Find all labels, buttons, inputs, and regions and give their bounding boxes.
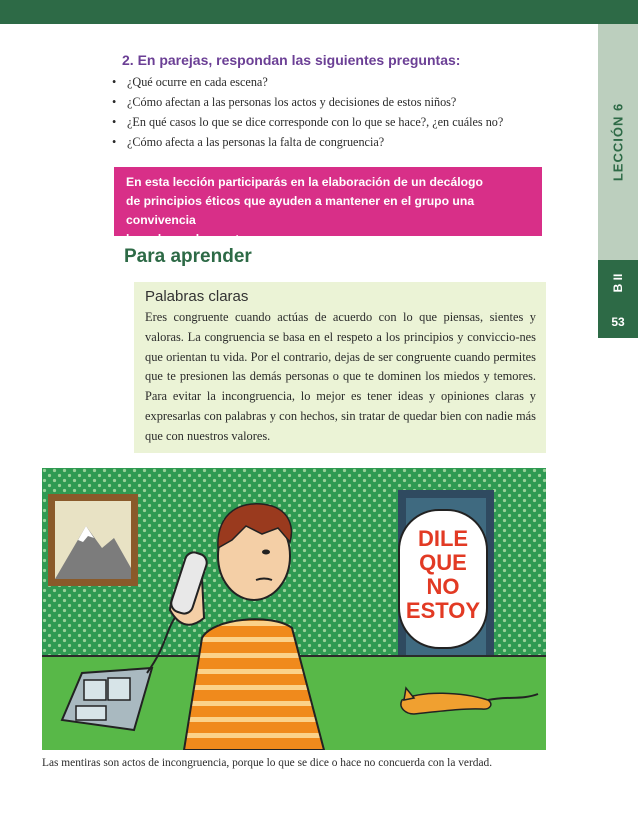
- bullet-glyph: •: [112, 115, 117, 129]
- question-text: ¿Cómo afecta a las personas la falta de congruencia?: [127, 135, 385, 149]
- questions-list: [112, 72, 582, 152]
- concept-title: Palabras claras: [145, 288, 249, 305]
- sign-line: ESTOY: [405, 598, 481, 623]
- lesson-intro-box: [114, 167, 542, 246]
- concept-box: [134, 282, 546, 453]
- bullet-glyph: •: [112, 95, 117, 109]
- question-text: ¿Qué ocurre en cada escena?: [127, 75, 268, 89]
- lesson-intro-line: En esta lección participarás en la elaboración de un decálogo: [126, 175, 483, 189]
- bullet-glyph: •: [112, 135, 117, 149]
- concept-body: Eres congruente cuando actúas de acuerdo con lo que piensas, sientes y valoras. La congruencia se basa en el respeto a los principios y conviccio-nes que orientan tu vida. Por el contrario, dejas de ser congruente cuando permites que te presionen las demás personas o que te dominen los miedos y temores. Para evitar la incongruencia, lo mejor es tener ideas y opiniones claras y expresarlas con palabras y con hechos, sin tratar de quedar bien con nadie más que con nuestros valores.: [145, 310, 536, 443]
- lesson-intro-line: de principios éticos que ayuden a mantener en el grupo una convivencia: [126, 194, 475, 227]
- lesson-label: [598, 24, 638, 260]
- sign-line: DILE: [417, 526, 469, 551]
- mountain-painting: [48, 494, 138, 586]
- question-item: [112, 92, 582, 112]
- speech-sign: [399, 510, 487, 648]
- lesson-intro-line: basada en el respeto.: [126, 232, 250, 246]
- sign-line: QUE: [419, 550, 467, 575]
- question-item: [112, 132, 582, 152]
- lesson-label-text: LECCIÓN 6: [610, 102, 626, 182]
- block-label: [598, 270, 638, 296]
- question-item: [112, 72, 582, 92]
- question-text: ¿Cómo afectan a las personas los actos y decisiones de estos niños?: [127, 95, 457, 109]
- question-text: ¿En qué casos lo que se dice corresponde con lo que se hace?, ¿en cuáles no?: [127, 115, 504, 129]
- bullet-glyph: •: [112, 75, 117, 89]
- illustration-caption: Las mentiras son actos de incongruencia, porque lo que se dice o hace no concuerda con la verdad.: [42, 757, 493, 769]
- block-label-text: B II: [611, 273, 625, 293]
- section-title: Para aprender: [124, 246, 252, 267]
- questions-title: 2. En parejas, respondan las siguientes preguntas:: [122, 52, 461, 68]
- page-number: 53: [611, 315, 625, 329]
- sign-line: NO: [426, 574, 460, 599]
- illustration: [42, 468, 546, 750]
- side-tab: [598, 24, 638, 344]
- question-item: [112, 112, 582, 132]
- top-header-bar: [0, 0, 638, 24]
